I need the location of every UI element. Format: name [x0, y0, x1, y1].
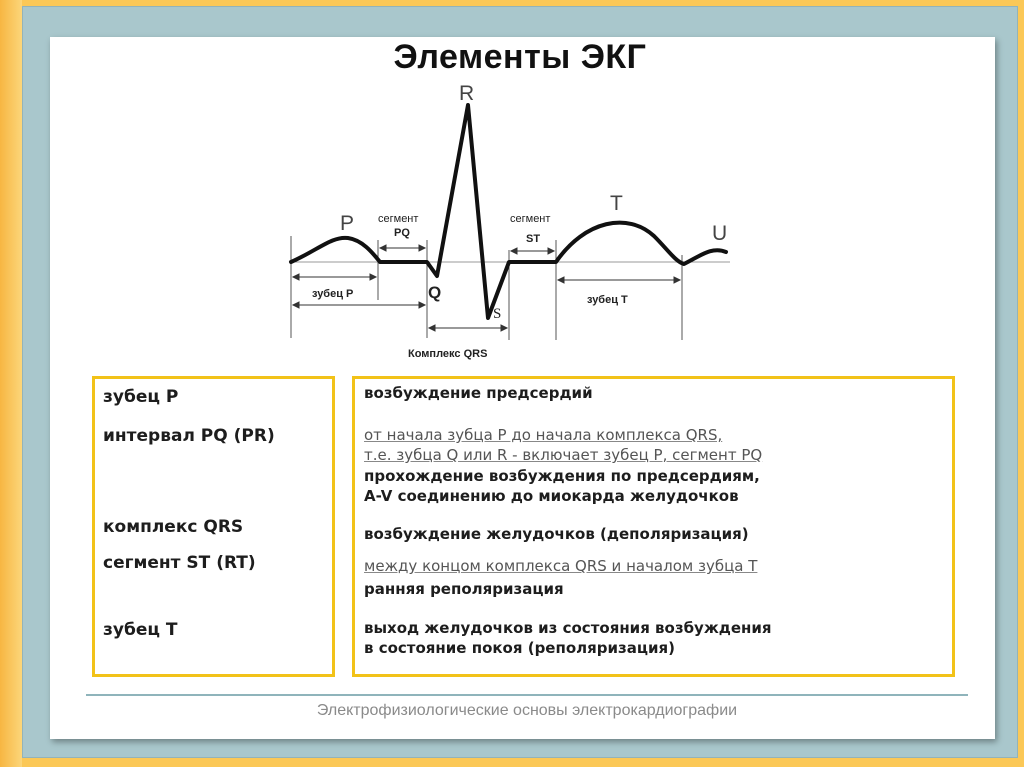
desc-qrs: возбуждение желудочков (деполяризация)	[364, 525, 749, 543]
pq-arrow-right	[419, 245, 425, 251]
p-wave-label: зубец P	[312, 288, 354, 300]
st-arrow-left	[511, 248, 517, 254]
pq-segment-label-line2: PQ	[394, 227, 410, 239]
desc-pq-line2: т.е. зубца Q или R - включает зубец P, сегмент PQ	[364, 446, 763, 464]
label-q: Q	[428, 283, 442, 302]
label-t: T	[610, 192, 623, 215]
label-u: U	[712, 222, 728, 245]
desc-st-line2: ранняя реполяризация	[364, 580, 564, 598]
st-segment-label-line2: ST	[526, 233, 541, 245]
desc-pq-line4: A-V соединению до миокарда желудочков	[364, 487, 739, 505]
term-p-wave: зубец P	[103, 387, 179, 407]
pq-arrow-left	[380, 245, 386, 251]
qrs-arrow-left	[429, 325, 435, 331]
term-t-wave: зубец T	[103, 620, 178, 640]
slide-title: Элементы ЭКГ	[393, 38, 647, 76]
term-st-segment: сегмент ST (RT)	[103, 553, 256, 573]
p-wave-arrow-right	[370, 274, 376, 280]
qrs-arrow-right	[501, 325, 507, 331]
label-s: S	[493, 306, 502, 322]
t-wave-arrow-right	[674, 277, 680, 283]
slide-footer: Электрофизиологические основы электрокардиографии	[316, 702, 738, 719]
qrs-complex-label: Комплекс QRS	[408, 348, 488, 360]
st-segment-label-line1: сегмент	[510, 213, 551, 225]
t-wave-label: зубец T	[587, 294, 628, 306]
pq-interval-arrow-left	[293, 302, 299, 308]
footer-divider	[86, 694, 968, 696]
t-wave-arrow-left	[558, 277, 564, 283]
term-pq-interval: интервал PQ (PR)	[103, 426, 275, 446]
pq-interval-arrow-right	[419, 302, 425, 308]
desc-pq-line3: прохождение возбуждения по предсердиям,	[364, 467, 760, 485]
pq-segment-label-line1: сегмент	[378, 213, 419, 225]
desc-p-wave: возбуждение предсердий	[364, 384, 593, 402]
term-qrs-complex: комплекс QRS	[103, 517, 244, 537]
desc-pq-line1: от начала зубца P до начала комплекса QRS,	[364, 426, 723, 444]
desc-t-line1: выход желудочков из состояния возбуждения	[364, 619, 772, 637]
desc-st-line1: между концом комплекса QRS и началом зубца T	[364, 557, 758, 575]
label-r: R	[459, 82, 475, 105]
desc-t-line2: в состояние покоя (реполяризация)	[364, 639, 675, 657]
p-wave-arrow-left	[293, 274, 299, 280]
st-arrow-right	[548, 248, 554, 254]
label-p: P	[340, 212, 355, 235]
